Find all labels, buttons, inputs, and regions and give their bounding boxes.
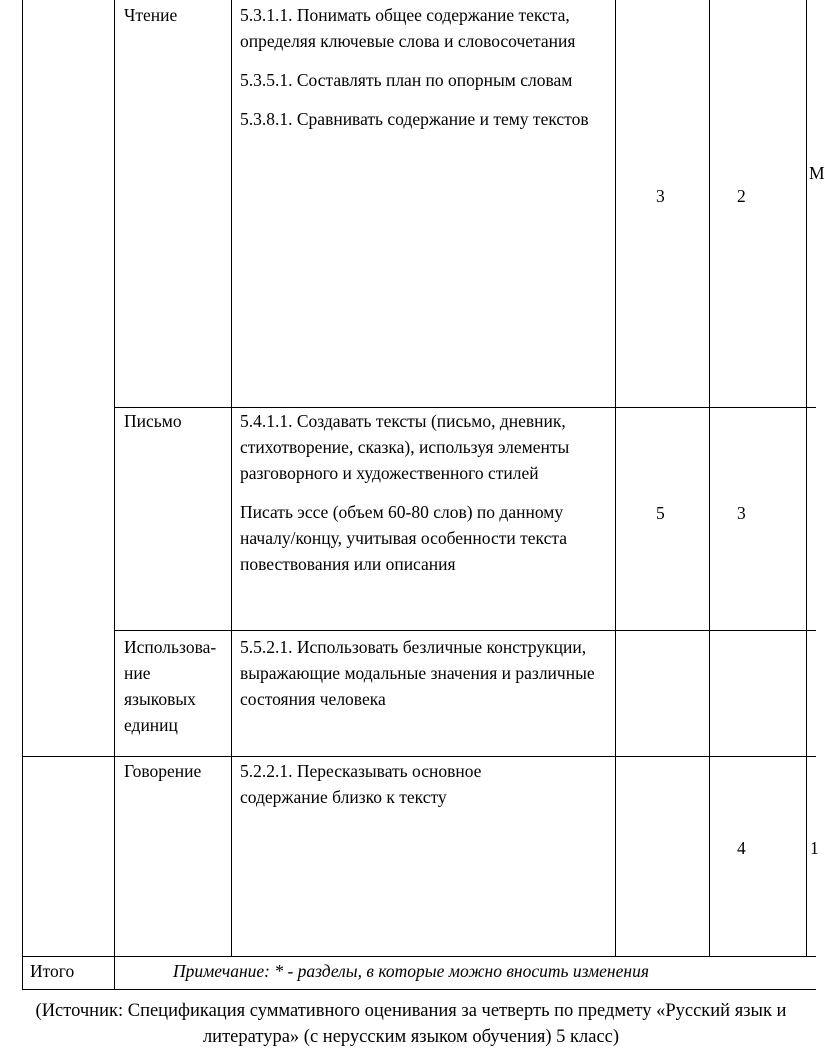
row-divider-language-speaking: [22, 756, 816, 757]
goal-5-3-5-1: 5.3.5.1. Составлять план по опорным словам: [240, 70, 573, 90]
source-caption-line-1: (Источник: Спецификация суммативного оценивания за четверть по предмету «Русский язык и: [35, 1001, 787, 1021]
section-language-units: Использование языковых единиц: [124, 637, 217, 735]
table-column-divider-3: [615, 0, 616, 957]
goals-language-units: [240, 634, 612, 725]
source-caption-line-2: литература» (с нерусским языком обучения) 5 класс): [202, 1027, 620, 1047]
writing-col-a-value: 5: [656, 503, 665, 523]
row-divider-total: [22, 956, 816, 957]
table-column-divider-2: [231, 0, 232, 957]
goals-reading: [240, 2, 600, 145]
source-caption: [0, 998, 822, 1050]
section-reading: Чтение: [124, 5, 178, 25]
reading-col-b-value: 2: [737, 186, 746, 206]
section-writing: Письмо: [124, 411, 182, 431]
speaking-col-b-value: 4: [737, 838, 746, 858]
section-speaking: Говорение: [124, 761, 202, 781]
goal-5-3-1-1: 5.3.1.1. Понимать общее содержание текста, определяя ключевые слова и словосочетания: [240, 5, 576, 51]
goals-writing: [240, 408, 612, 590]
goal-5-2-2-1: 5.2.2.1. Пересказывать основное содержание близко к тексту: [240, 761, 482, 807]
reading-col-c-value: М: [809, 163, 825, 183]
row-divider-writing-language: [114, 630, 816, 631]
goal-5-5-2-1: 5.5.2.1. Использовать безличные конструкции, выражающие модальные значения и различные состояния человека: [240, 637, 595, 709]
goals-speaking: [240, 758, 540, 823]
total-label: Итого: [30, 961, 75, 981]
table-column-divider-4: [709, 0, 710, 957]
table-border-left: [22, 0, 23, 990]
total-note: Примечание: * - разделы, в которые можно вносить изменения: [173, 961, 649, 981]
goal-5-3-8-1: 5.3.8.1. Сравнивать содержание и тему текстов: [240, 109, 589, 129]
writing-col-b-value: 3: [737, 503, 746, 523]
table-border-bottom: [22, 989, 816, 990]
goal-essay: Писать эссе (объем 60-80 слов) по данному началу/концу, учитывая особенности текста повествования или описания: [240, 502, 567, 574]
goal-5-4-1-1: 5.4.1.1. Создавать тексты (письмо, дневник, стихотворение, сказка), используя элементы разговорного и художественного стилей: [240, 411, 570, 483]
reading-col-a-value: 3: [656, 186, 665, 206]
table-column-divider-1: [114, 0, 115, 990]
speaking-col-c-value: 1: [810, 838, 819, 858]
table-column-divider-5: [806, 0, 807, 957]
